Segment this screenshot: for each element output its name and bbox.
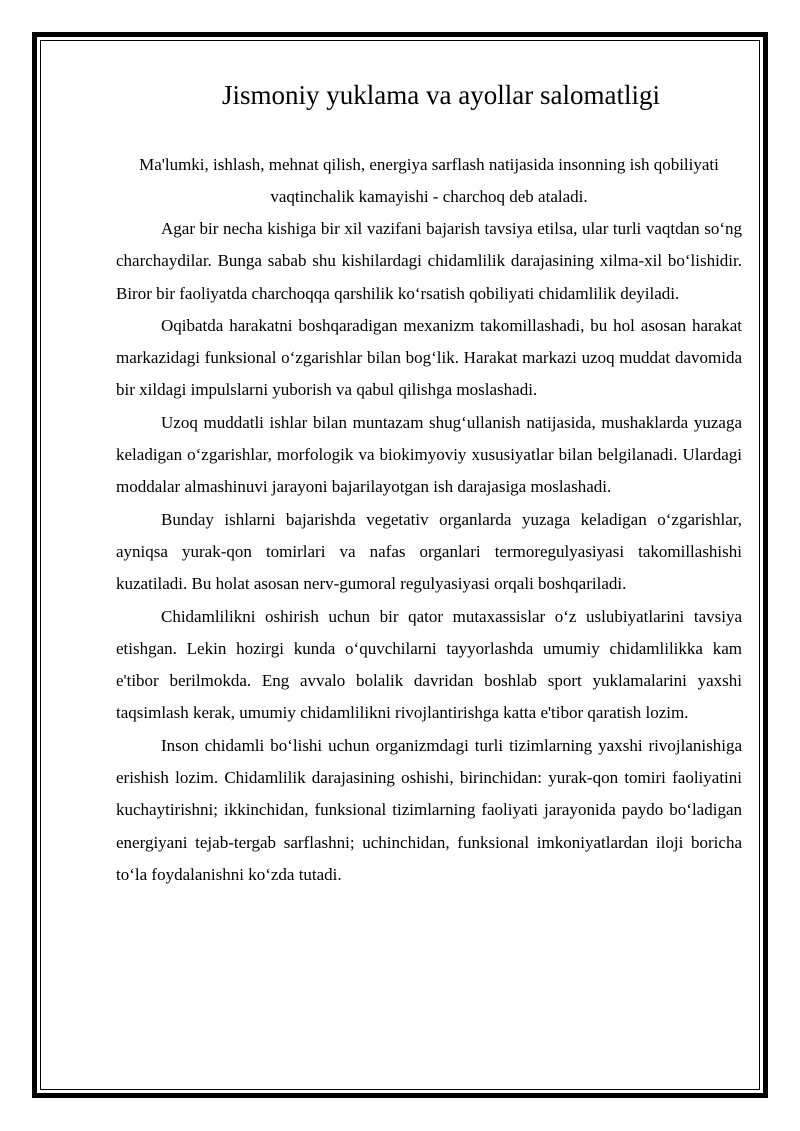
paragraph-2: Oqibatda harakatni boshqaradigan mexanizm takomillashadi, bu hol asosan harakat markazidagi funksional o‘zgarishlar bilan bog‘lik. Harakat markazi uzoq muddat davomida bir xildagi impulslarni yuborish va qabul qilishga moslashadi. <box>116 315 742 400</box>
paragraph-3: Uzoq muddatli ishlar bilan muntazam shug‘ullanish natijasida, mushaklarda yuzaga keladigan o‘zgarishlar, morfologik va biokimyoviy xususiyatlar bilan belgilanadi. Ulardagi moddalar almashinuvi jarayoni bajarilayotgan ish darajasiga moslashadi. <box>116 412 742 497</box>
paragraph-6: Inson chidamli bo‘lishi uchun organizmdagi turli tizimlarning yaxshi rivojlanishiga erishish lozim. Chidamlilik darajasining oshishi, birinchidan: yurak-qon tomiri faoliyatini kuchaytirishni; ikkinchidan, funksional tizimlarning faoliyati jarayonida paydo bo‘ladigan energiyani tejab-tergab sarflashni; uchinchidan, funksional imkoniyatlardan iloji boricha to‘la foydalanishni ko‘zda tutadi. <box>116 735 742 884</box>
paragraph-5: Chidamlilikni oshirish uchun bir qator mutaxassislar o‘z uslubiyatlarini tavsiya etishgan. Lekin hozirgi kunda o‘quvchilarni tayyorlashda umumiy chidamlilikka kam e'tibor berilmokda. Eng avvalo bolalik davridan boshlab sport yuklamalarini yaxshi taqsimlash kerak, umumiy chidamlilikni rivojlantirishga katta e'tibor qaratish lozim. <box>116 606 742 723</box>
paragraph-4: Bunday ishlarni bajarishda vegetativ organlarda yuzaga keladigan o‘zgarishlar, ayniqsa yurak-qon tomirlari va nafas organlari termoregulyasiyasi takomillashishi kuzatiladi. Bu holat asosan nerv-gumoral regulyasiyasi orqali boshqariladi. <box>116 509 742 594</box>
document-title: Jismoniy yuklama va ayollar salomatligi <box>222 80 660 110</box>
lead-paragraph: Ma'lumki, ishlash, mehnat qilish, energiya sarflash natijasida insonning ish qobiliyati vaqtinchalik kamayishi - charchoq deb ataladi. <box>139 155 719 206</box>
document-body <box>116 72 742 891</box>
paragraph-1: Agar bir necha kishiga bir xil vazifani bajarish tavsiya etilsa, ular turli vaqtdan so‘ng charchaydilar. Bunga sabab shu kishilardagi chidamlilik darajasining xilma-xil bo‘lishidir. Biror bir faoliyatda charchoqqa qarshilik ko‘rsatish qobiliyati chidamlilik deyiladi. <box>116 219 742 303</box>
